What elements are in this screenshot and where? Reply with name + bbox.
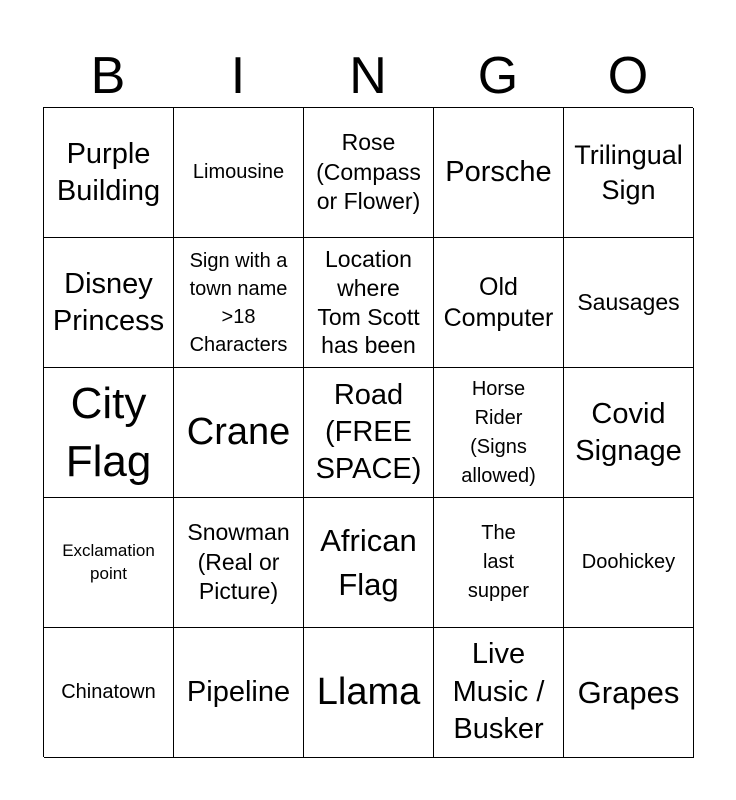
cell-text: Purple Building xyxy=(56,138,161,207)
cell-text: Road (FREE SPACE) xyxy=(315,379,422,485)
cell-text: Doohickey xyxy=(581,551,676,573)
cell-text: Pipeline xyxy=(186,676,291,709)
cell-text: Limousine xyxy=(192,161,285,183)
bingo-cell[interactable] xyxy=(44,108,174,238)
bingo-cell[interactable] xyxy=(564,498,694,628)
bingo-cell[interactable] xyxy=(174,368,304,498)
cell-text: Sign with a town name >18 Characters xyxy=(189,249,288,356)
cell-text: Porsche xyxy=(445,156,552,189)
cell-text: Llama xyxy=(316,670,421,713)
header-letter-g: G xyxy=(477,47,519,105)
cell-text: Horse Rider (Signs allowed) xyxy=(461,377,536,487)
cell-text: City Flag xyxy=(65,379,152,486)
bingo-grid xyxy=(43,107,693,757)
bingo-cell[interactable] xyxy=(434,108,564,238)
bingo-cell[interactable] xyxy=(434,498,564,628)
cell-text: Disney Princess xyxy=(52,268,165,337)
cell-text: Chinatown xyxy=(61,681,156,703)
cell-text: Rose (Compass or Flower) xyxy=(316,128,421,215)
cell-text: Exclamation point xyxy=(62,540,155,583)
cell-text: Trilingual Sign xyxy=(574,139,683,205)
bingo-cell[interactable] xyxy=(174,108,304,238)
bingo-cell[interactable] xyxy=(174,238,304,368)
cell-text: Snowman (Real or Picture) xyxy=(187,518,290,605)
header-letter-n: N xyxy=(349,47,387,105)
bingo-cell[interactable] xyxy=(174,498,304,628)
bingo-cell[interactable] xyxy=(304,108,434,238)
cell-text: Grapes xyxy=(577,674,680,710)
bingo-cell[interactable] xyxy=(564,628,694,758)
cell-text: Covid Signage xyxy=(575,398,682,467)
cell-text: Crane xyxy=(186,410,291,453)
cell-text: Live Music / Busker xyxy=(452,637,545,746)
bingo-cell[interactable] xyxy=(44,628,174,758)
bingo-cell[interactable] xyxy=(44,498,174,628)
bingo-header xyxy=(43,44,693,108)
cell-text: African Flag xyxy=(320,523,417,602)
bingo-cell[interactable] xyxy=(304,498,434,628)
bingo-cell[interactable] xyxy=(564,108,694,238)
cell-text: The last supper xyxy=(467,522,530,602)
bingo-cell[interactable] xyxy=(304,628,434,758)
bingo-cell[interactable] xyxy=(174,628,304,758)
cell-text: Location where Tom Scott has been xyxy=(317,246,420,359)
bingo-cell[interactable] xyxy=(434,368,564,498)
bingo-cell[interactable] xyxy=(44,368,174,498)
bingo-cell[interactable] xyxy=(434,238,564,368)
bingo-cell[interactable] xyxy=(564,238,694,368)
header-letter-b: B xyxy=(90,47,126,105)
bingo-cell[interactable] xyxy=(434,628,564,758)
bingo-cell[interactable] xyxy=(44,238,174,368)
cell-text: Old Computer xyxy=(443,273,554,332)
cell-text: Sausages xyxy=(577,288,680,315)
header-letter-i: I xyxy=(230,47,246,105)
bingo-cell[interactable] xyxy=(304,238,434,368)
bingo-cell[interactable] xyxy=(564,368,694,498)
bingo-cell free-space[interactable] xyxy=(304,368,434,498)
header-letter-o: O xyxy=(607,47,649,105)
